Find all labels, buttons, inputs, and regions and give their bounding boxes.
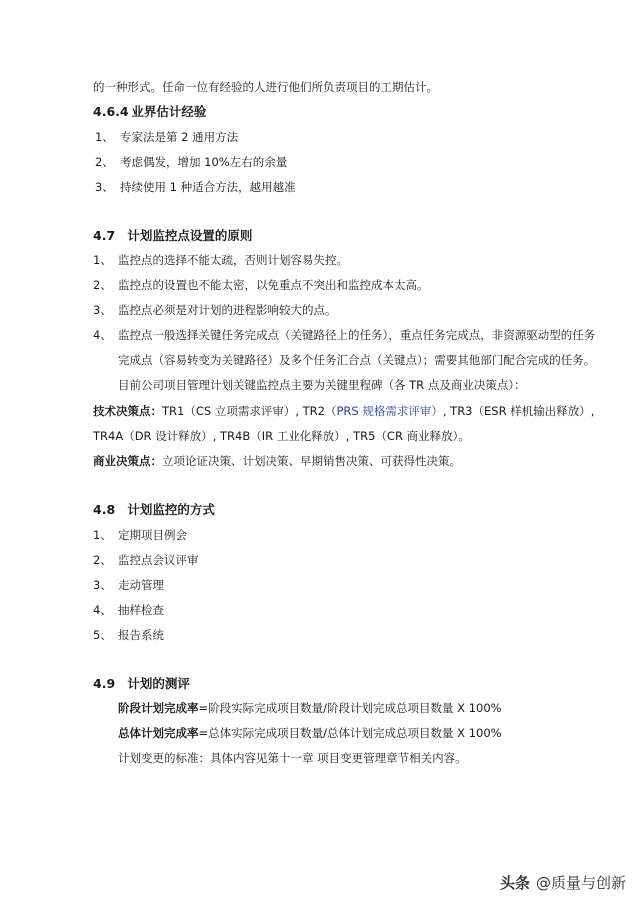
tech-decision-label: 技术决策点： <box>93 404 162 418</box>
tech-decision-line: 技术决策点：TR1（CS 立项需求评审）, TR2（PRS 规格需求评审）, TR3（ESR 样机输出释放）, <box>93 404 595 418</box>
list-item: 5、 报告系统 <box>93 628 164 642</box>
formula-overall-rate: 总体计划完成率=总体实际完成项目数量/总体计划完成总项目数量 X 100% <box>118 726 502 740</box>
toutiao-logo: 头条 <box>499 874 530 892</box>
watermark <box>500 872 626 893</box>
list-item-continuation: 完成点（容易转变为关键路径）及多个任务汇合点（关键点）；需要其他部门配合完成的任务。 <box>118 353 596 367</box>
list-item: 2、 监控点会议评审 <box>93 553 199 567</box>
prs-link-text: PRS 规格需求评审） <box>336 404 443 418</box>
list-item: 2、 考虑偶发，增加 10%左右的余量 <box>95 155 288 169</box>
list-item: 2、 监控点的设置也不能太密，以免重点不突出和监控成本太高。 <box>93 278 429 292</box>
section-title: 计划的测评 <box>127 676 190 691</box>
list-item: 3、 监控点必须是对计划的进程影响较大的点。 <box>93 303 337 317</box>
list-item: 4、 抽样检查 <box>93 603 164 617</box>
section-title: 计划监控点设置的原则 <box>127 228 253 243</box>
formula-stage-rate: 阶段计划完成率=阶段实际完成项目数量/阶段计划完成总项目数量 X 100% <box>118 701 502 715</box>
intro-text: 的一种形式。任命一位有经验的人进行他们所负责项目的工期估计。 <box>93 80 438 94</box>
section-4-9-heading <box>93 676 190 692</box>
section-title: 计划监控的方式 <box>127 502 215 517</box>
watermark-author: @质量与创新 <box>535 874 626 892</box>
section-number: 4.6.4 <box>93 104 129 119</box>
section-number: 4.8 <box>93 502 116 517</box>
change-standard-note: 计划变更的标准：具体内容见第十一章 项目变更管理章节相关内容。 <box>118 751 467 765</box>
section-title: 业界估计经验 <box>131 104 207 119</box>
list-item: 1、 专家法是第 2 通用方法 <box>95 130 239 144</box>
section-number: 4.9 <box>93 676 116 691</box>
section-4-7-heading <box>93 228 252 244</box>
tech-decision-line-2: TR4A（DR 设计释放）, TR4B（IR 工业化释放）, TR5（CR 商业释放）。 <box>93 429 470 443</box>
business-decision-label: 商业决策点： <box>93 454 162 468</box>
section-number: 4.7 <box>93 228 116 243</box>
list-item: 1、 监控点的选择不能太疏，否则计划容易失控。 <box>93 253 348 267</box>
section-4-8-heading <box>93 502 215 518</box>
section-4-6-4-heading <box>93 104 206 120</box>
list-item: 3、 走动管理 <box>93 578 164 592</box>
list-item: 4、 监控点一般选择关键任务完成点（关键路径上的任务），重点任务完成点，非资源驱动型的任务 <box>93 328 596 342</box>
monitor-note: 目前公司项目管理计划关键监控点主要为关键里程碑（各 TR 点及商业决策点）： <box>118 378 526 392</box>
list-item: 3、 持续使用 1 种适合方法，越用越准 <box>95 180 296 194</box>
list-item: 1、 定期项目例会 <box>93 528 187 542</box>
business-decision-line: 商业决策点：立项论证决策、计划决策、早期销售决策、可获得性决策。 <box>93 454 461 468</box>
